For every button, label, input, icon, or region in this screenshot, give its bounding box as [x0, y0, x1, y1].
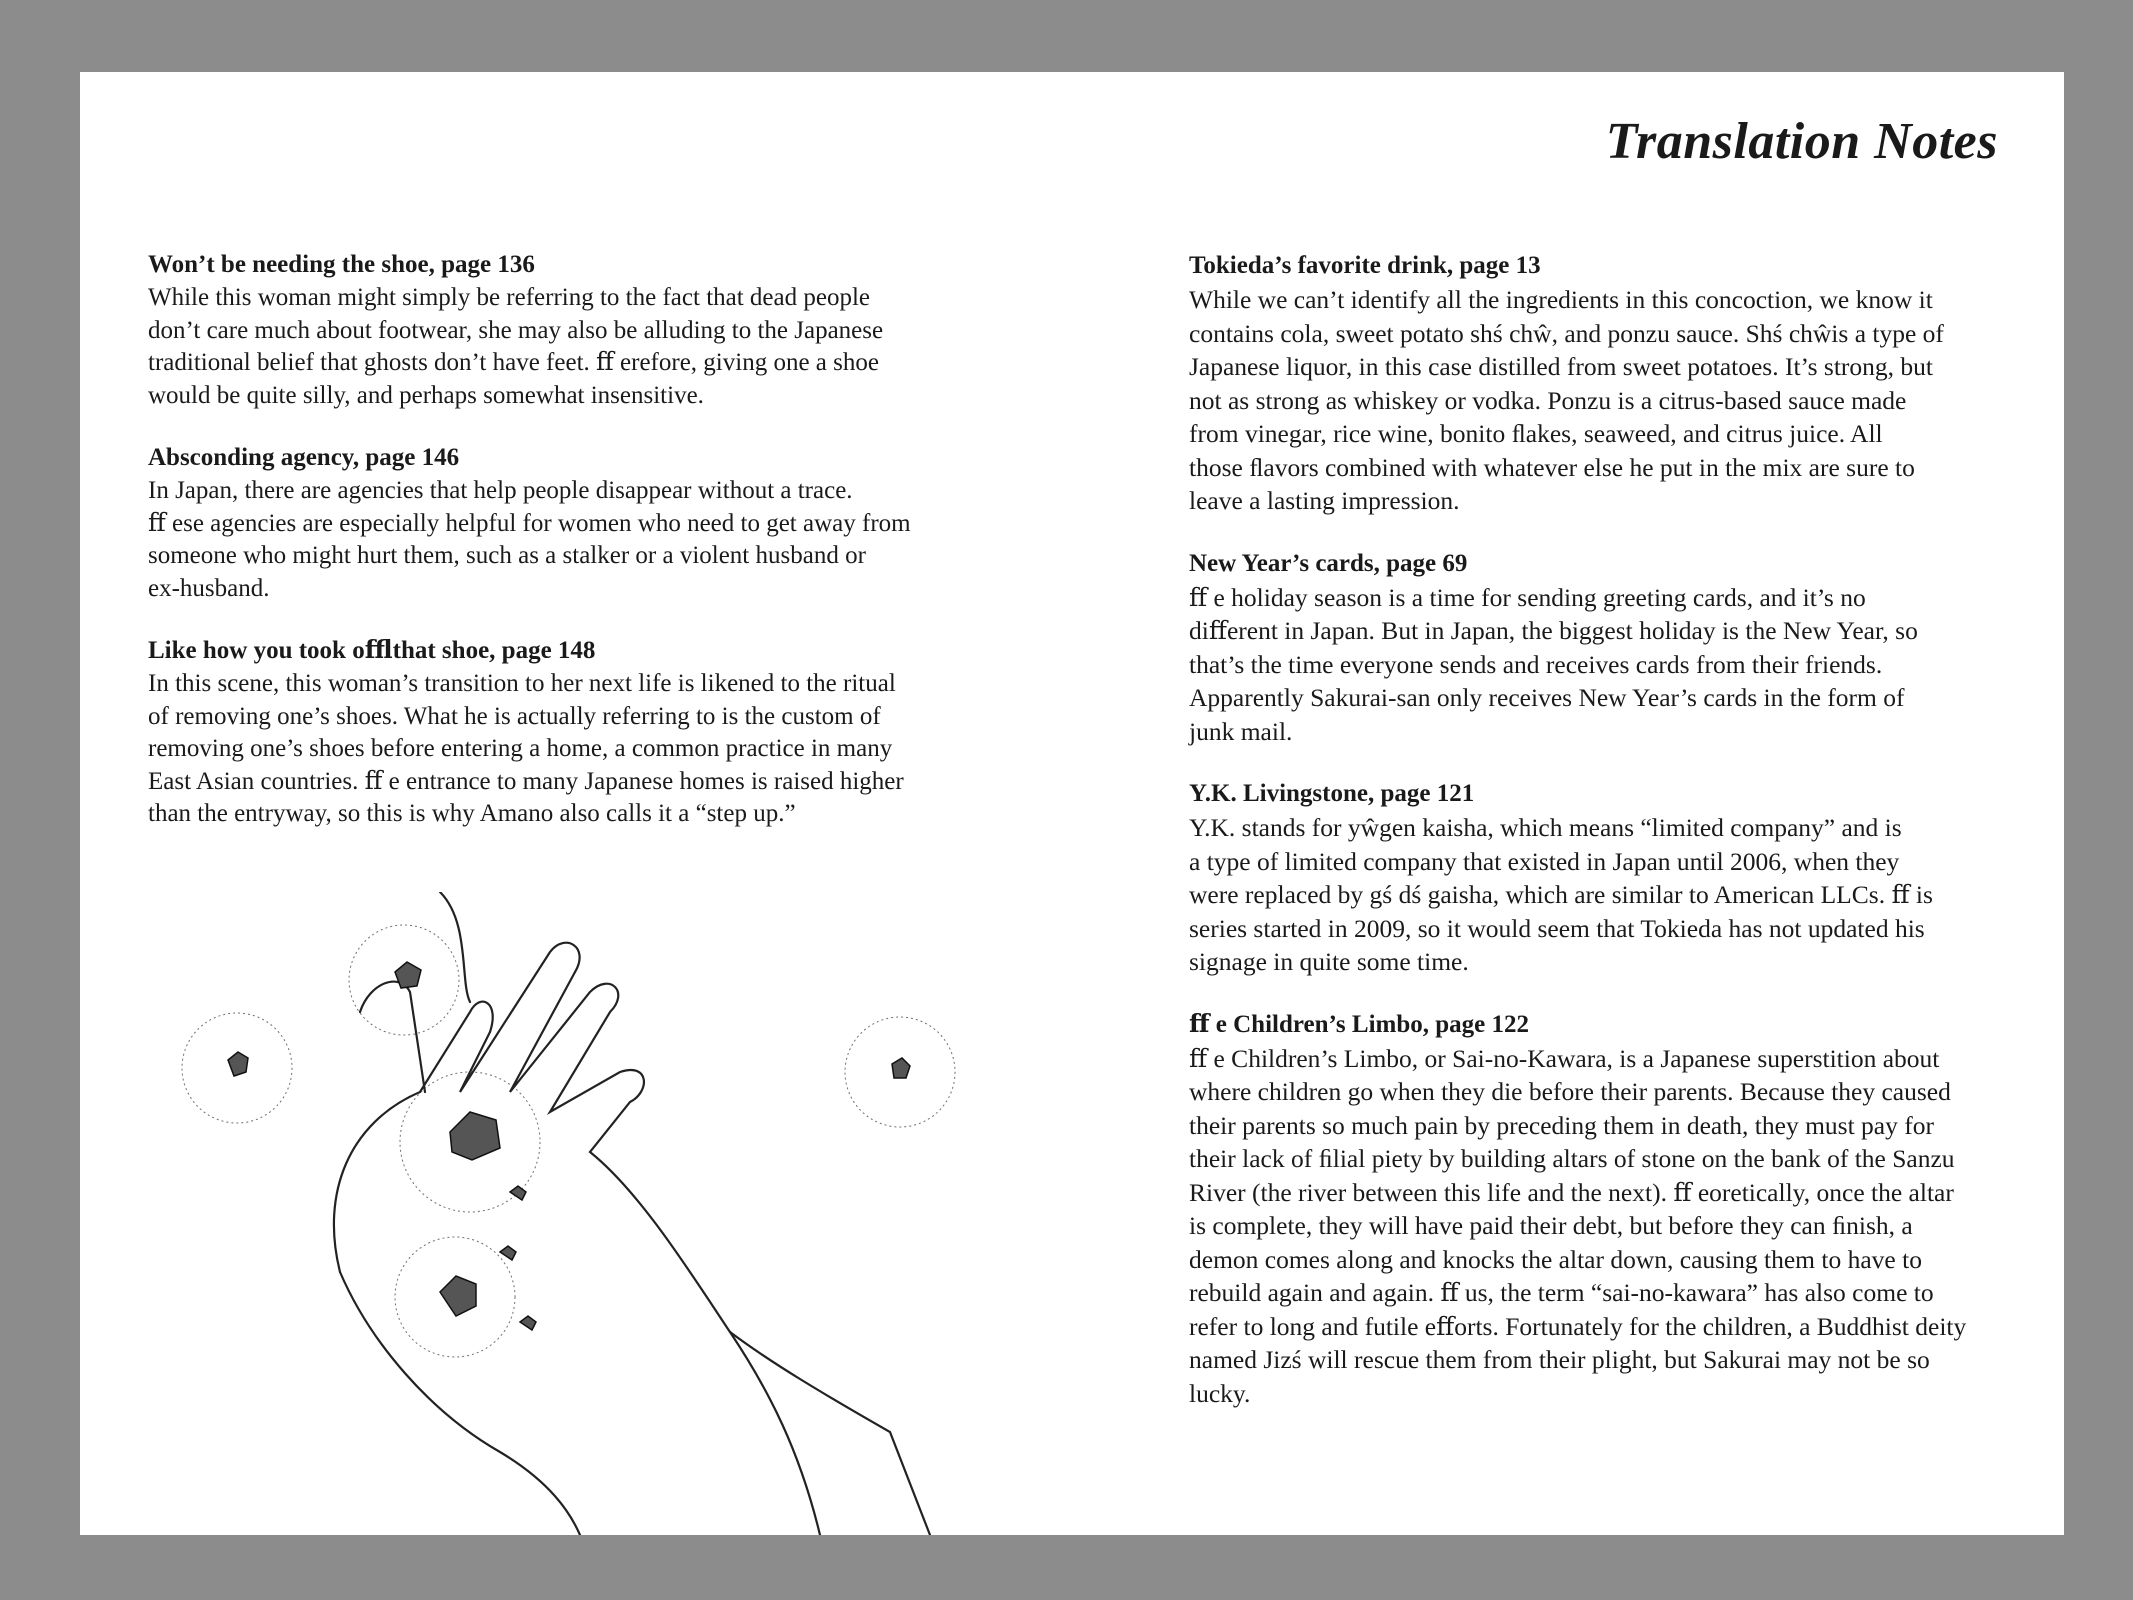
note-text-line: ﬀ e Children’s Limbo, or Sai-no-Kawara, is a Japanese superstition about [1189, 1043, 1940, 1073]
translation-note [1189, 547, 2009, 749]
right-column [1189, 249, 2009, 1439]
note-text-line: were replaced by gś dś gaisha, which are similar to American LLCs. ﬀ is [1189, 880, 1933, 909]
note-heading: Y.K. Livingstone, page 121 [1189, 780, 1475, 807]
note-text-line: contains cola, sweet potato shś chŵ, and ponzu sauce. Shś chŵis a type of [1189, 318, 1944, 348]
note-heading: Won’t be needing the shoe, page 136 [148, 251, 535, 278]
translation-note [148, 441, 978, 605]
note-text-line: than the entryway, so this is why Amano also calls it a “step up.” [148, 800, 796, 827]
note-text-line: Japanese liquor, in this case distilled from sweet potatoes. It’s strong, but [1189, 352, 1934, 381]
note-text-line: where children go when they die before their parents. Because they caused [1189, 1077, 1951, 1106]
left-column [148, 248, 978, 860]
note-text-line: leave a lasting impression. [1189, 486, 1460, 515]
note-text-line: ﬀ ese agencies are especially helpful for women who need to get away from [148, 509, 911, 537]
translation-note [1189, 1008, 2009, 1411]
note-text-line: series started in 2009, so it would seem that Tokieda has not updated his [1189, 913, 1925, 943]
note-text-line: traditional belief that ghosts don’t have feet. ﬀ erefore, giving one a shoe [148, 349, 879, 376]
note-text-line: would be quite silly, and perhaps somewhat insensitive. [148, 381, 704, 409]
note-text-line: someone who might hurt them, such as a stalker or a violent husband or [148, 542, 866, 569]
note-text-line: diﬀerent in Japan. But in Japan, the biggest holiday is the New Year, so [1189, 616, 1918, 645]
note-heading: New Year’s cards, page 69 [1189, 549, 1468, 577]
note-text-line: demon comes along and knocks the altar down, causing them to have to [1189, 1244, 1922, 1274]
note-text-line: those ﬂavors combined with whatever else he put in the mix are sure to [1189, 452, 1915, 482]
note-text-line: River (the river between this life and the next). ﬀ eoretically, once the altar [1189, 1177, 1954, 1207]
book-page [80, 72, 2064, 1535]
page-title: Translation Notes [1605, 113, 1998, 170]
note-text-line: lucky. [1189, 1378, 1251, 1408]
hand-with-stones-illustration [170, 892, 1000, 1535]
note-heading: Absconding agency, page 146 [148, 444, 460, 471]
translation-note [1189, 777, 2009, 979]
note-text-line: Y.K. stands for yŵgen kaisha, which means “limited company” and is [1189, 813, 1902, 842]
translation-note [148, 634, 978, 831]
note-text-line: East Asian countries. ﬀ e entrance to many Japanese homes is raised higher [148, 767, 904, 795]
note-text-line: signage in quite some time. [1189, 947, 1469, 976]
note-text-line: While this woman might simply be referring to the fact that dead people [148, 284, 871, 311]
note-text-line: from vinegar, rice wine, bonito ﬂakes, seaweed, and citrus juice. All [1189, 419, 1883, 448]
note-text-line: In Japan, there are agencies that help people disappear without a trace. [148, 477, 853, 504]
note-text-line: that’s the time everyone sends and receives cards from their friends. [1189, 649, 1883, 679]
note-text-line: a type of limited company that existed in Japan until 2006, when they [1189, 846, 1900, 876]
note-text-line: removing one’s shoes before entering a home, a common practice in many [148, 735, 893, 762]
translation-note [1189, 249, 2009, 518]
note-text-line: their parents so much pain by preceding them in death, they must pay for [1189, 1110, 1934, 1140]
note-text-line: not as strong as whiskey or vodka. Ponzu is a citrus-based sauce made [1189, 385, 1907, 415]
note-text-line: rebuild again and again. ﬀ us, the term “sai-no-kawara” has also come to [1189, 1278, 1934, 1307]
note-heading: Like how you took oﬄthat shoe, page 148 [148, 637, 596, 664]
note-text-line: ex-husband. [148, 574, 270, 602]
note-text-line: don’t care much about footwear, she may also be alluding to the Japanese [148, 316, 884, 344]
note-heading: Tokieda’s favorite drink, page 13 [1189, 252, 1541, 279]
translation-note [148, 248, 978, 412]
note-text-line: their lack of ﬁlial piety by building altars of stone on the bank of the Sanzu [1189, 1144, 1955, 1173]
note-text-line: of removing one’s shoes. What he is actually referring to is the custom of [148, 702, 881, 730]
note-text-line: Apparently Sakurai-san only receives New Year’s cards in the form of [1189, 683, 1905, 712]
note-text-line: ﬀ e holiday season is a time for sending greeting cards, and it’s no [1189, 582, 1866, 612]
note-text-line: While we can’t identify all the ingredients in this concoction, we know it [1189, 285, 1933, 314]
note-text-line: In this scene, this woman’s transition to her next life is likened to the ritual [148, 670, 896, 697]
note-heading: ﬀ e Children’s Limbo, page 122 [1189, 1010, 1529, 1038]
note-text-line: named Jizś will rescue them from their plight, but Sakurai may not be so [1189, 1345, 1930, 1374]
note-text-line: refer to long and futile eﬀorts. Fortunately for the children, a Buddhist deity [1189, 1311, 1967, 1341]
note-text-line: junk mail. [1189, 716, 1293, 746]
note-text-line: is complete, they will have paid their debt, but before they can ﬁnish, a [1189, 1211, 1913, 1240]
